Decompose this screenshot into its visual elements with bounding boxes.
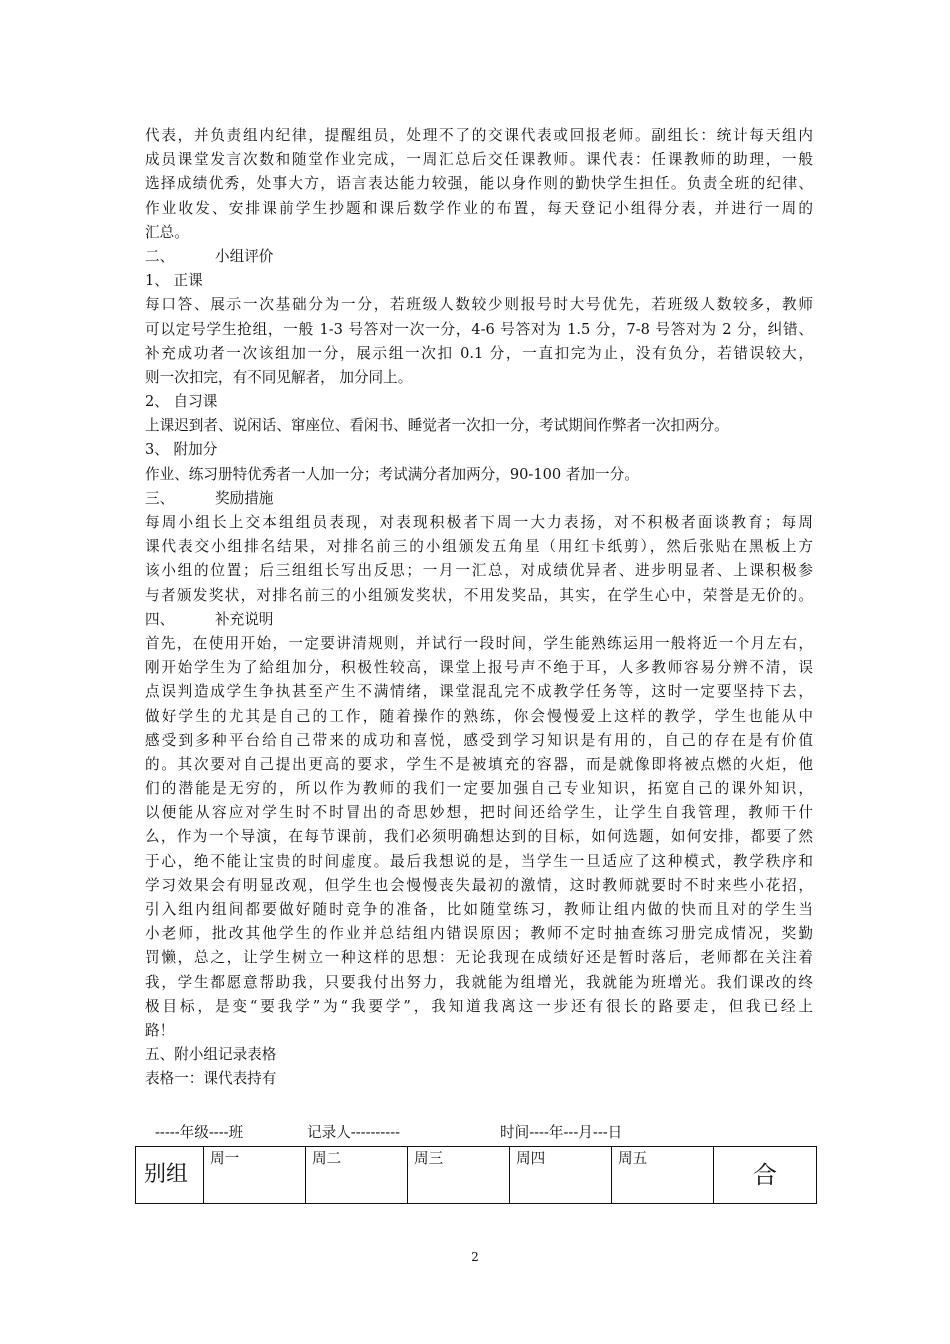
time-field: 时间----年---月---日 [500, 1124, 623, 1141]
text-line: 引入组内组间都要做好随时竞争的准备，比如随堂练习，教师让组内做的快而且对的学生当 [145, 901, 813, 918]
total-column-header: 合 [714, 1147, 817, 1204]
section-heading-4 [145, 608, 813, 632]
text-line: 感受到多种平台给自己带来的成功和喜悦，感受到学习知识是有用的，自己的存在是有价值 [145, 731, 813, 749]
group-column-header: 别组 [136, 1147, 204, 1204]
text-line: 学习效果会有明显改观，但学生也会慢慢丧失最初的激情，这时教师就要时不时来些小花招， [145, 876, 813, 894]
section-number: 四、 [145, 610, 175, 628]
text-line: 的。其次要对自己提出更高的要求，学生不是被填充的容器，而是就像即将被点燃的火炬，他 [145, 755, 813, 773]
text-line: 每周小组长上交本组组员表现，对表现积极者下周一大力表扬，对不积极者面谈教育；每周 [145, 514, 813, 531]
section-heading-2 [145, 245, 813, 269]
text-line: 每口答、展示一次基础分为一分，若班级人数较少则报号时大号优先，若班级人数较多，教师 [145, 296, 813, 314]
text-line: 成员课堂发言次数和随堂作业完成，一周汇总后交任课教师。课代表：任课教师的助理，一般 [145, 151, 813, 169]
subsection-heading-2: 2、 自习课 [145, 393, 218, 411]
text-line: 可以定号学生抢组，一般 1-3 号答对一次一分，4-6 号答对为 1.5 分，7-8 号答对为 2 分，纠错、 [145, 320, 813, 338]
day-column-header: 周五 [612, 1147, 714, 1204]
record-table [135, 1146, 817, 1204]
section-title: 小组评价 [215, 247, 274, 265]
text-line: 于心，绝不能让宝贵的时间虚度。最后我想说的是，当学生一旦适应了这种模式，教学秩序和 [145, 852, 813, 870]
text-line: 么，作为一个导演，在每节课前，我们必须明确想达到的目标，如何选题，如何安排，都要了然 [145, 828, 813, 846]
text-line: 该小组的位置；后三组组长写出反思；一月一汇总，对成绩优异者、进步明显者、上课积极参 [145, 562, 813, 580]
subsection-heading-3: 3、 附加分 [145, 441, 218, 459]
text-line: 选择成绩优秀，处事大方，语言表达能力较强，能以身作则的勤快学生担任。负责全班的纪律、 [145, 175, 813, 193]
text-line: 作业收发、安排课前学生抄题和课后数学作业的布置，每天登记小组得分表，并进行一周的 [145, 199, 813, 217]
text-line: 我，学生都愿意帮助我，只要我付出努力，我就能为组增光，我就能为班增光。我们课改的终 [145, 973, 813, 991]
day-column-header: 周一 [204, 1147, 306, 1204]
text-line: 点误判造成学生争执甚至产生不满情绪，课堂混乱完不成教学任务等，这时一定要坚持下去， [145, 683, 813, 701]
text-line: 汇总。 [145, 223, 189, 241]
subsection-1-paragraph [145, 293, 813, 390]
text-line: 路！ [145, 1021, 175, 1039]
section-title: 补充说明 [215, 610, 274, 628]
text-line: 课代表交小组排名结果，对排名前三的小组颁发五角星（用红卡纸剪），然后张贴在黑板上方 [145, 538, 813, 556]
day-column-header: 周四 [510, 1147, 612, 1204]
text-line: 作业、练习册特优秀者一人加一分；考试满分者加两分，90-100 者加一分。 [145, 465, 639, 483]
text-line: 代表，并负责组内纪律，提醒组员，处理不了的交课代表或回报老师。副组长：统计每天组内 [145, 127, 813, 144]
text-line: 罚懒，总之，让学生树立一种这样的思想：无论我现在成绩好还是暂时落后，老师都在关注着 [145, 949, 813, 967]
text-line: 以便能从容应对学生时不时冒出的奇思妙想，把时间还给学生，让学生自我管理，教师干什 [145, 804, 813, 822]
day-column-header: 周二 [306, 1147, 408, 1204]
table-caption: 表格一：课代表持有 [145, 1070, 277, 1088]
section-number: 二、 [145, 247, 175, 265]
text-line: 刚开始学生为了給组加分，积极性较高，课堂上报号声不绝于耳，人多教师容易分辨不清，误 [145, 659, 813, 677]
grade-class-field: -----年级----班 [155, 1124, 244, 1141]
table-row [136, 1147, 817, 1204]
section-number: 三、 [145, 489, 175, 507]
subsection-3-paragraph [145, 463, 813, 487]
section-3-paragraph [145, 511, 813, 608]
text-line: 小老师，批改其他学生的作业并总结组内错误原因；教师不定时抽查练习册完成情况，奖勤 [145, 925, 813, 943]
document-body [145, 124, 813, 1092]
text-line: 做好学生的尤其是自己的工作，随着操作的熟练，你会慢慢爱上这样的教学，学生也能从中 [145, 707, 813, 725]
page-number: 2 [471, 1250, 479, 1264]
section-heading-3 [145, 487, 813, 511]
text-line: 极目标，是变“要我学”为“我要学”，我知道我离这一步还有很长的路要走，但我已经上 [145, 997, 813, 1015]
section-heading-5: 五、附小组记录表格 [145, 1046, 277, 1064]
text-line: 与者颁发奖状，对排名前三的小组颁发奖状，不用发奖品，其实，在学生心中，荣誉是无价的。 [145, 586, 813, 604]
text-line: 们的潜能是无穷的，所以作为教师的我们一定要加强自己专业知识，拓宽自己的课外知识， [145, 780, 813, 798]
text-line: 上课迟到者、说闲话、窜座位、看闲书、睡觉者一次扣一分，考试期间作弊者一次扣两分。 [145, 417, 729, 435]
section-4-paragraph [145, 632, 813, 1043]
text-line: 则一次扣完，有不同见解者， 加分同上。 [145, 368, 413, 386]
section-title: 奖励措施 [215, 489, 274, 507]
subsection-2-paragraph [145, 414, 813, 438]
text-line: 补充成功者一次该组加一分，展示组一次扣 0.1 分，一直扣完为止，没有负分，若错误较大， [145, 344, 813, 362]
day-column-header: 周三 [408, 1147, 510, 1204]
text-line: 首先，在使用开始，一定要讲清规则，并试行一段时间，学生能熟练运用一般将近一个月左右， [145, 634, 813, 652]
recorder-field: 记录人---------- [307, 1124, 401, 1141]
intro-paragraph [145, 124, 813, 245]
subsection-heading-1: 1、 正课 [145, 272, 203, 290]
